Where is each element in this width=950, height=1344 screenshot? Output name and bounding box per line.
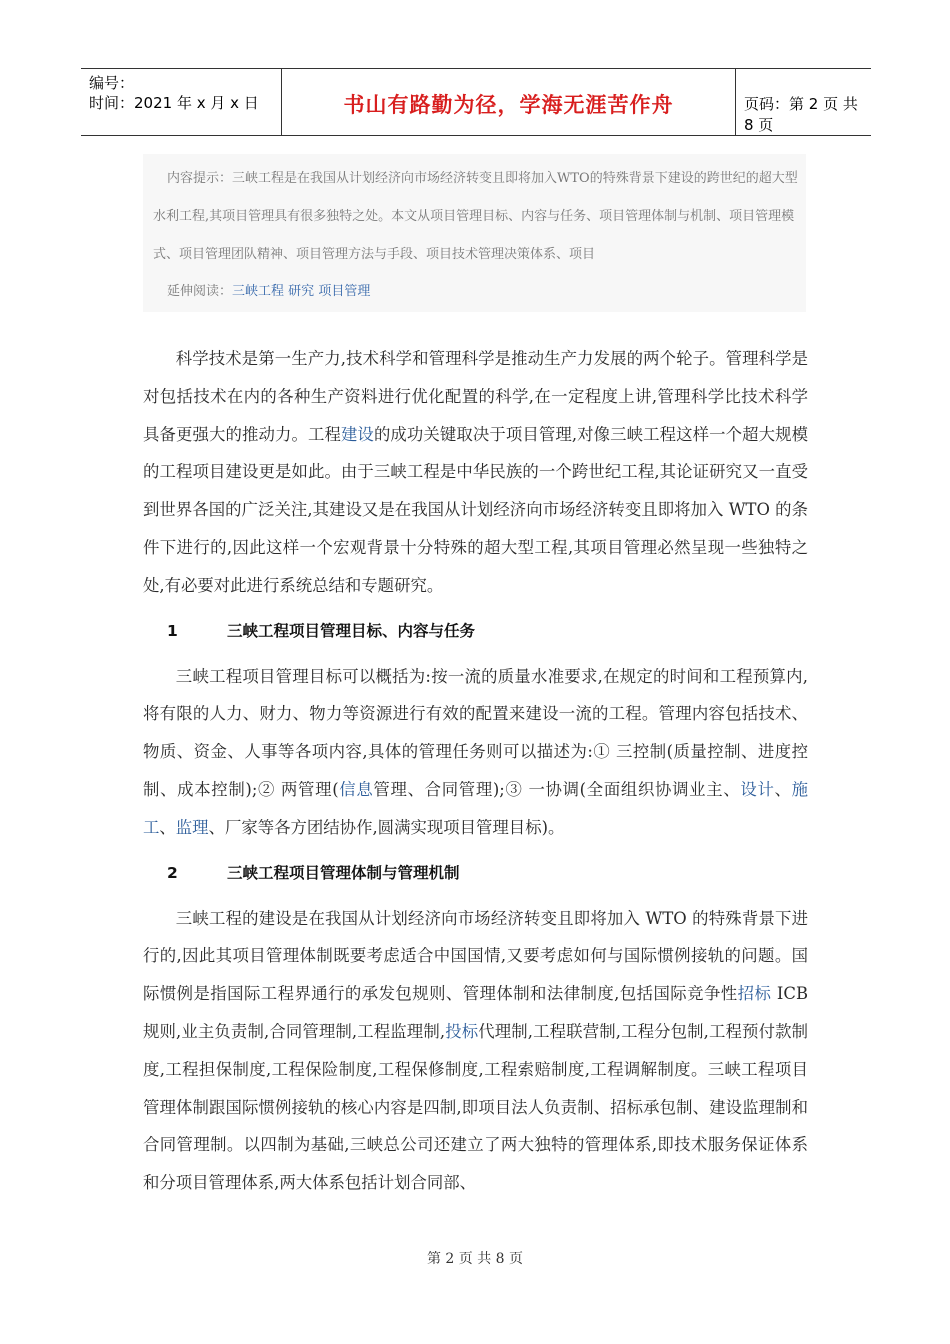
- doc-date-label: 时间：2021 年 x 月 x 日: [89, 94, 259, 112]
- page-header: [81, 68, 871, 136]
- header-meta: [81, 69, 282, 135]
- link-xinxi[interactable]: 信息: [338, 779, 374, 799]
- section-number: 2: [167, 863, 178, 882]
- extended-reading-label: 延伸阅读：: [167, 284, 233, 299]
- tag-link-sanxia[interactable]: 三峡工程: [232, 284, 285, 299]
- link-toubiao[interactable]: 投标: [445, 1021, 479, 1041]
- header-motto-cell: [282, 69, 736, 135]
- text-run: 的成功关键取决于项目管理,对像三峡工程这样一个超大规模的工程项目建设更是如此。由于三峡工程是中华民族的一个跨世纪工程,其论证研究又一直受到世界各国的广泛关注,其建设又是在我国从计划经济向市场经济转变且即将加入 WTO 的条件下进行的,因此这样一个宏观背景十分特殊的超大型工程,其项目管理必然呈现一些独特之处,有必要对此进行系统总结和专题研究。: [143, 424, 809, 595]
- text-run: 三峡工程的建设是在我国从计划经济向市场经济转变且即将加入 WTO 的特殊背景下进行的,因此其项目管理体制既要考虑适合中国国情,又要考虑如何与国际惯例接轨的问题。国际惯例是指国际工程界通行的承发包规则、管理体制和法律制度,包括国际竞争性: [143, 908, 808, 1004]
- extended-reading: [167, 282, 370, 302]
- header-motto: 书山有路勤为径，学海无涯苦作舟: [343, 93, 674, 117]
- paragraph-section-1: [143, 658, 808, 847]
- text-run: 、: [159, 817, 176, 837]
- section-heading-2: [143, 855, 808, 891]
- text-run: 代理制,工程联营制,工程分包制,工程预付款制度,工程担保制度,工程保险制度,工程保修制度,工程索赔制度,工程调解制度。三峡工程项目管理体制跟国际惯例接轨的核心内容是四制,即项目法人负责制、招标承包制、建设监理制和合同管理制。以四制为基础,三峡总公司还建立了两大独特的管理体系,即技术服务保证体系和分项目管理体系,两大体系包括计划合同部、: [143, 1021, 808, 1193]
- summary-box: [143, 154, 806, 312]
- link-jianli[interactable]: 监理: [175, 817, 209, 837]
- text-run: 、: [774, 779, 792, 799]
- text-run: 科学技术是第一生产力,技术科学和管理科学是推动生产力发展的两个轮子。管理科学是对包括技术在内的各种生产资料进行优化配置的科学,在一定程度上讲,管理科学比技术科学具备更强大的推动力。工程: [143, 349, 808, 444]
- page-footer: 第 2 页 共 8 页: [426, 1251, 524, 1267]
- link-shigong[interactable]: 施工: [143, 779, 809, 837]
- article-body: [143, 340, 808, 1202]
- text-run: 三峡工程项目管理目标可以概括为:按一流的质量水准要求,在规定的时间和工程预算内,将有限的人力、财力、物力等资源进行有效的配置来建设一流的工程。管理内容包括技术、物质、资金、人事等各项内容,具体的管理任务则可以描述为:① 三控制(质量控制、进度控制、成本控制);② 两管理(: [143, 666, 808, 799]
- link-jianshe[interactable]: 建设: [340, 424, 374, 444]
- text-run: 、厂家等各方团结协作,圆满实现项目管理目标)。: [208, 817, 565, 837]
- text-run: 管理、合同管理);③ 一协调(全面组织协调业主、: [373, 779, 741, 799]
- text-run: ICB 规则,业主负责制,合同管理制,工程监理制,: [143, 984, 808, 1041]
- section-title: 三峡工程项目管理目标、内容与任务: [227, 621, 476, 640]
- tag-link-research[interactable]: 研究: [288, 284, 315, 299]
- header-page-label: 页码：第 2 页 共 8 页: [744, 95, 858, 134]
- summary-text: 内容提示：三峡工程是在我国从计划经济向市场经济转变且即将加入WTO的特殊背景下建设的跨世纪的超大型水利工程,其项目管理具有很多独特之处。本文从项目管理目标、内容与任务、项目管理体制与机制、项目管理模式、项目管理团队精神、项目管理方法与手段、项目技术管理决策体系、项目: [153, 171, 798, 262]
- paragraph-section-2: [143, 900, 808, 1202]
- link-sheji[interactable]: 设计: [740, 779, 775, 799]
- paragraph-intro: [143, 340, 808, 605]
- tag-link-project-management[interactable]: 项目管理: [318, 284, 371, 299]
- section-title: 三峡工程项目管理体制与管理机制: [227, 863, 460, 882]
- doc-number-label: 编号：: [89, 74, 135, 92]
- link-zhaobiao[interactable]: 招标: [737, 984, 772, 1004]
- section-number: 1: [167, 621, 178, 640]
- section-heading-1: [143, 613, 808, 649]
